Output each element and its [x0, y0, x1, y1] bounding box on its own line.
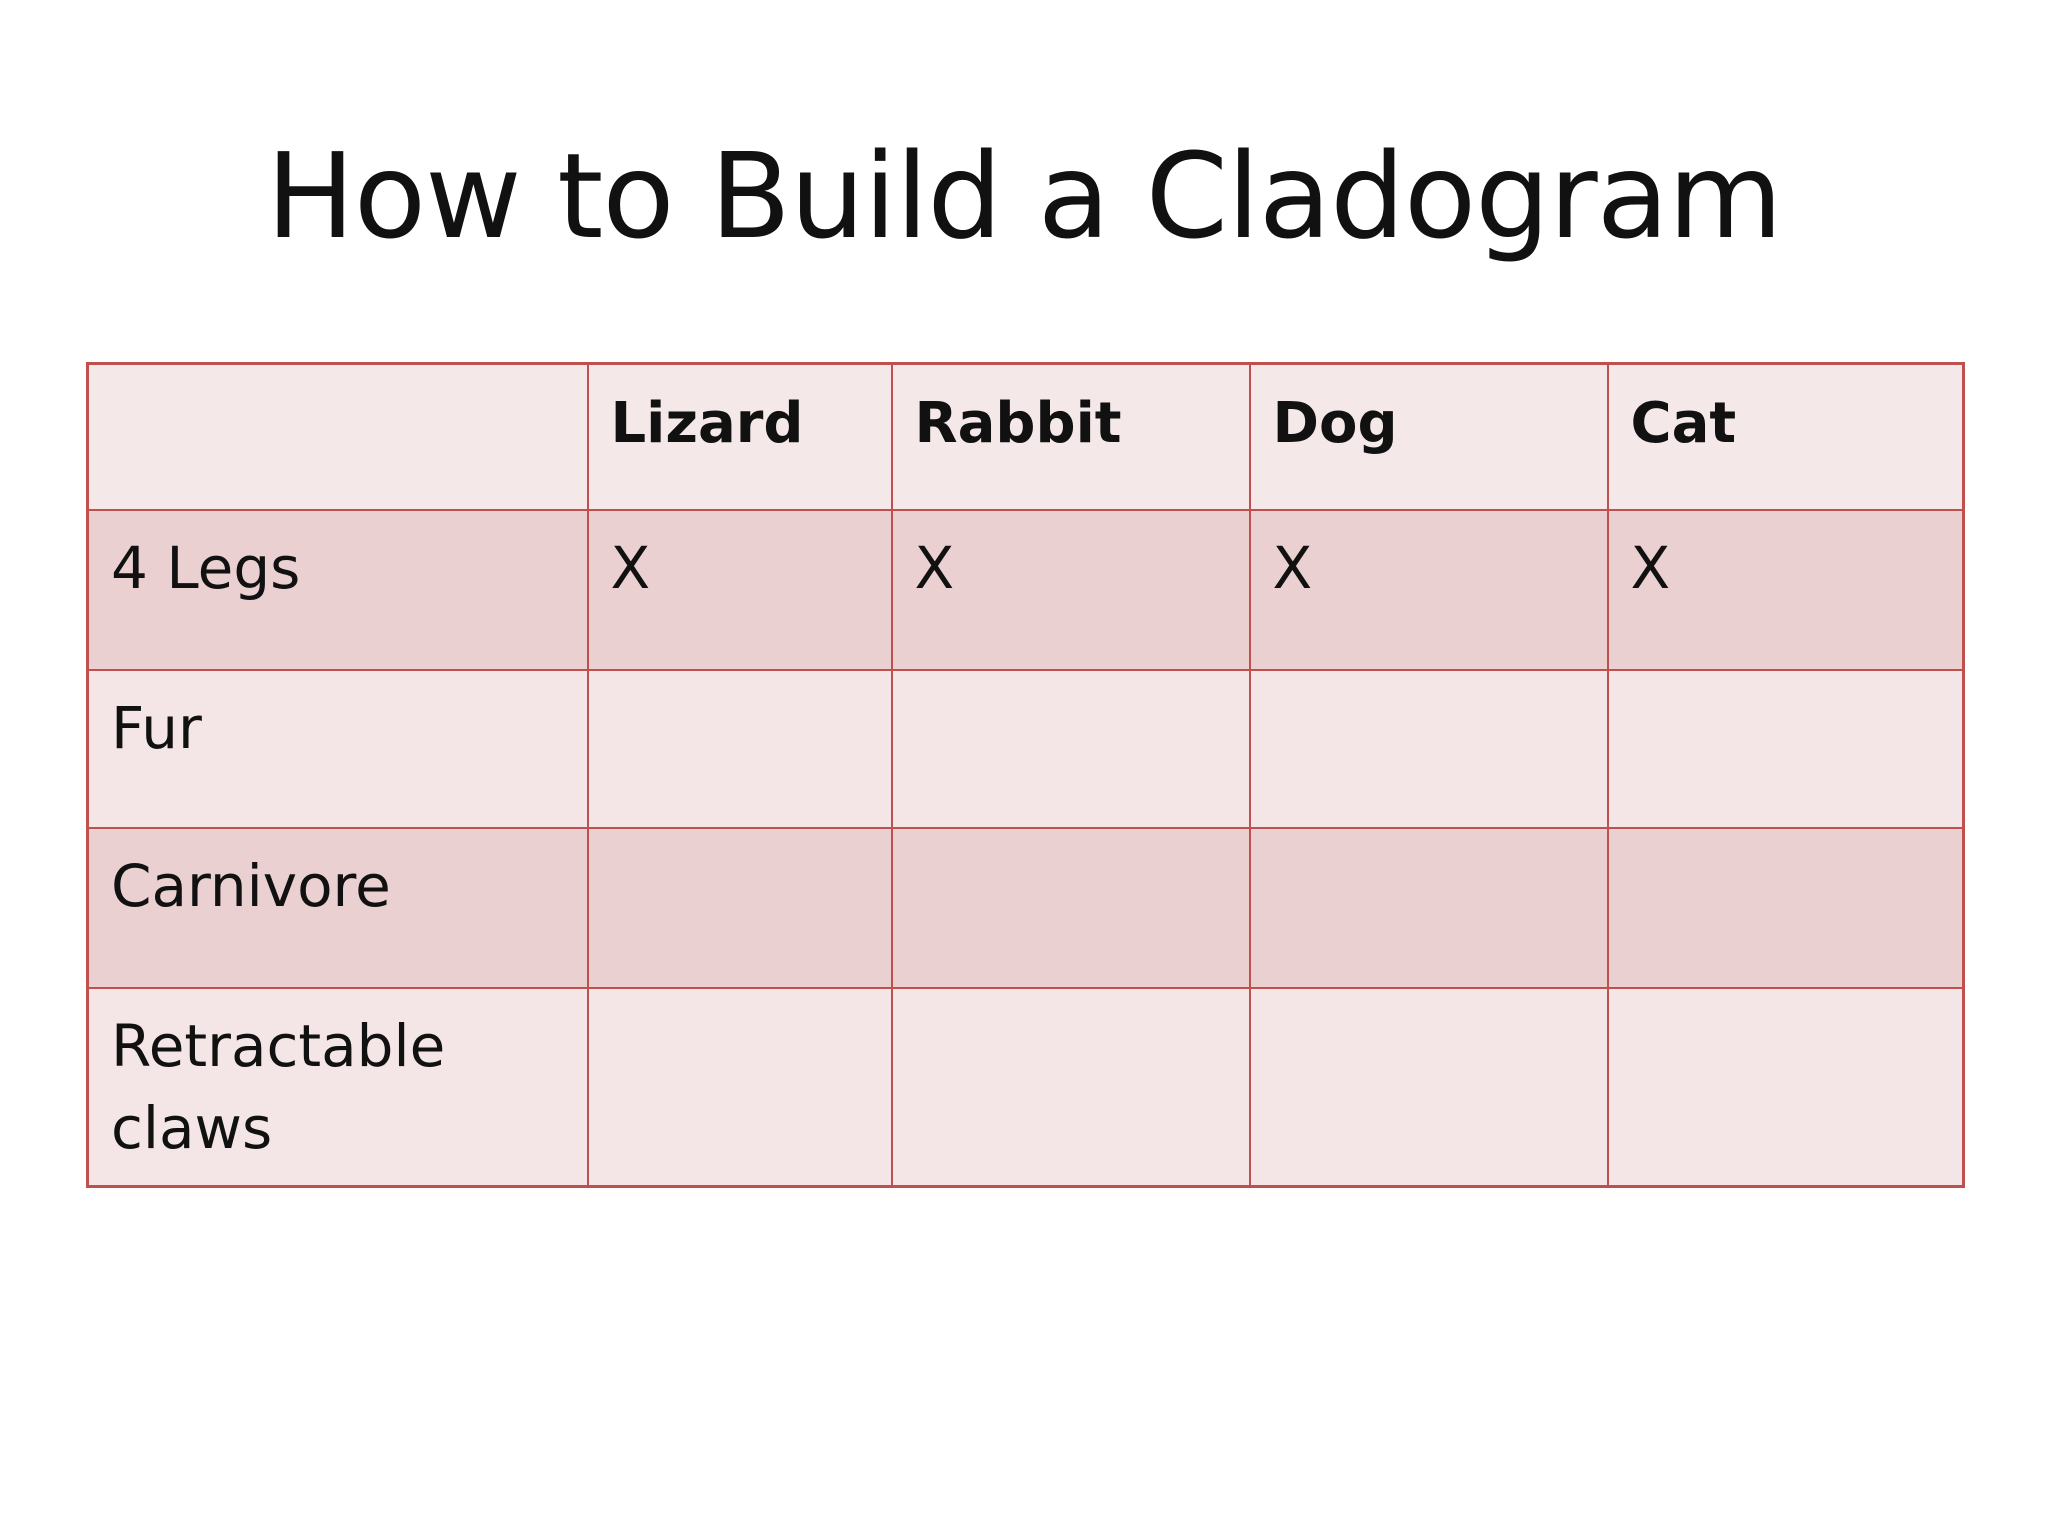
trait-mark-cell: [1608, 828, 1964, 988]
header-cell-dog: Dog: [1250, 364, 1608, 510]
header-cell-lizard: Lizard: [588, 364, 892, 510]
trait-mark-cell: [588, 670, 892, 828]
trait-mark-cell: [1250, 670, 1608, 828]
trait-mark-cell: [892, 828, 1250, 988]
trait-mark-cell: X: [1250, 510, 1608, 670]
trait-mark-cell: [1250, 988, 1608, 1187]
trait-mark-cell: [1250, 828, 1608, 988]
trait-mark-cell: [1608, 988, 1964, 1187]
table-row: [88, 988, 1964, 1187]
trait-table: [86, 362, 1965, 1188]
header-cell-rabbit: Rabbit: [892, 364, 1250, 510]
trait-mark-cell: X: [588, 510, 892, 670]
trait-mark-cell: [588, 988, 892, 1187]
trait-label: 4 Legs: [88, 510, 588, 670]
header-cell-cat: Cat: [1608, 364, 1964, 510]
slide-title: How to Build a Cladogram: [266, 127, 1782, 265]
table-row: [88, 510, 1964, 670]
trait-mark-cell: X: [892, 510, 1250, 670]
trait-label: Carnivore: [88, 828, 588, 988]
table-row: [88, 670, 1964, 828]
header-cell-empty: [88, 364, 588, 510]
table-row: [88, 828, 1964, 988]
trait-table-container: [86, 362, 1962, 1188]
trait-label: Retractable claws: [88, 988, 588, 1187]
trait-mark-cell: [892, 988, 1250, 1187]
trait-mark-cell: [1608, 670, 1964, 828]
trait-mark-cell: [588, 828, 892, 988]
trait-mark-cell: [892, 670, 1250, 828]
table-header-row: [88, 364, 1964, 510]
trait-mark-cell: X: [1608, 510, 1964, 670]
trait-label: Fur: [88, 670, 588, 828]
